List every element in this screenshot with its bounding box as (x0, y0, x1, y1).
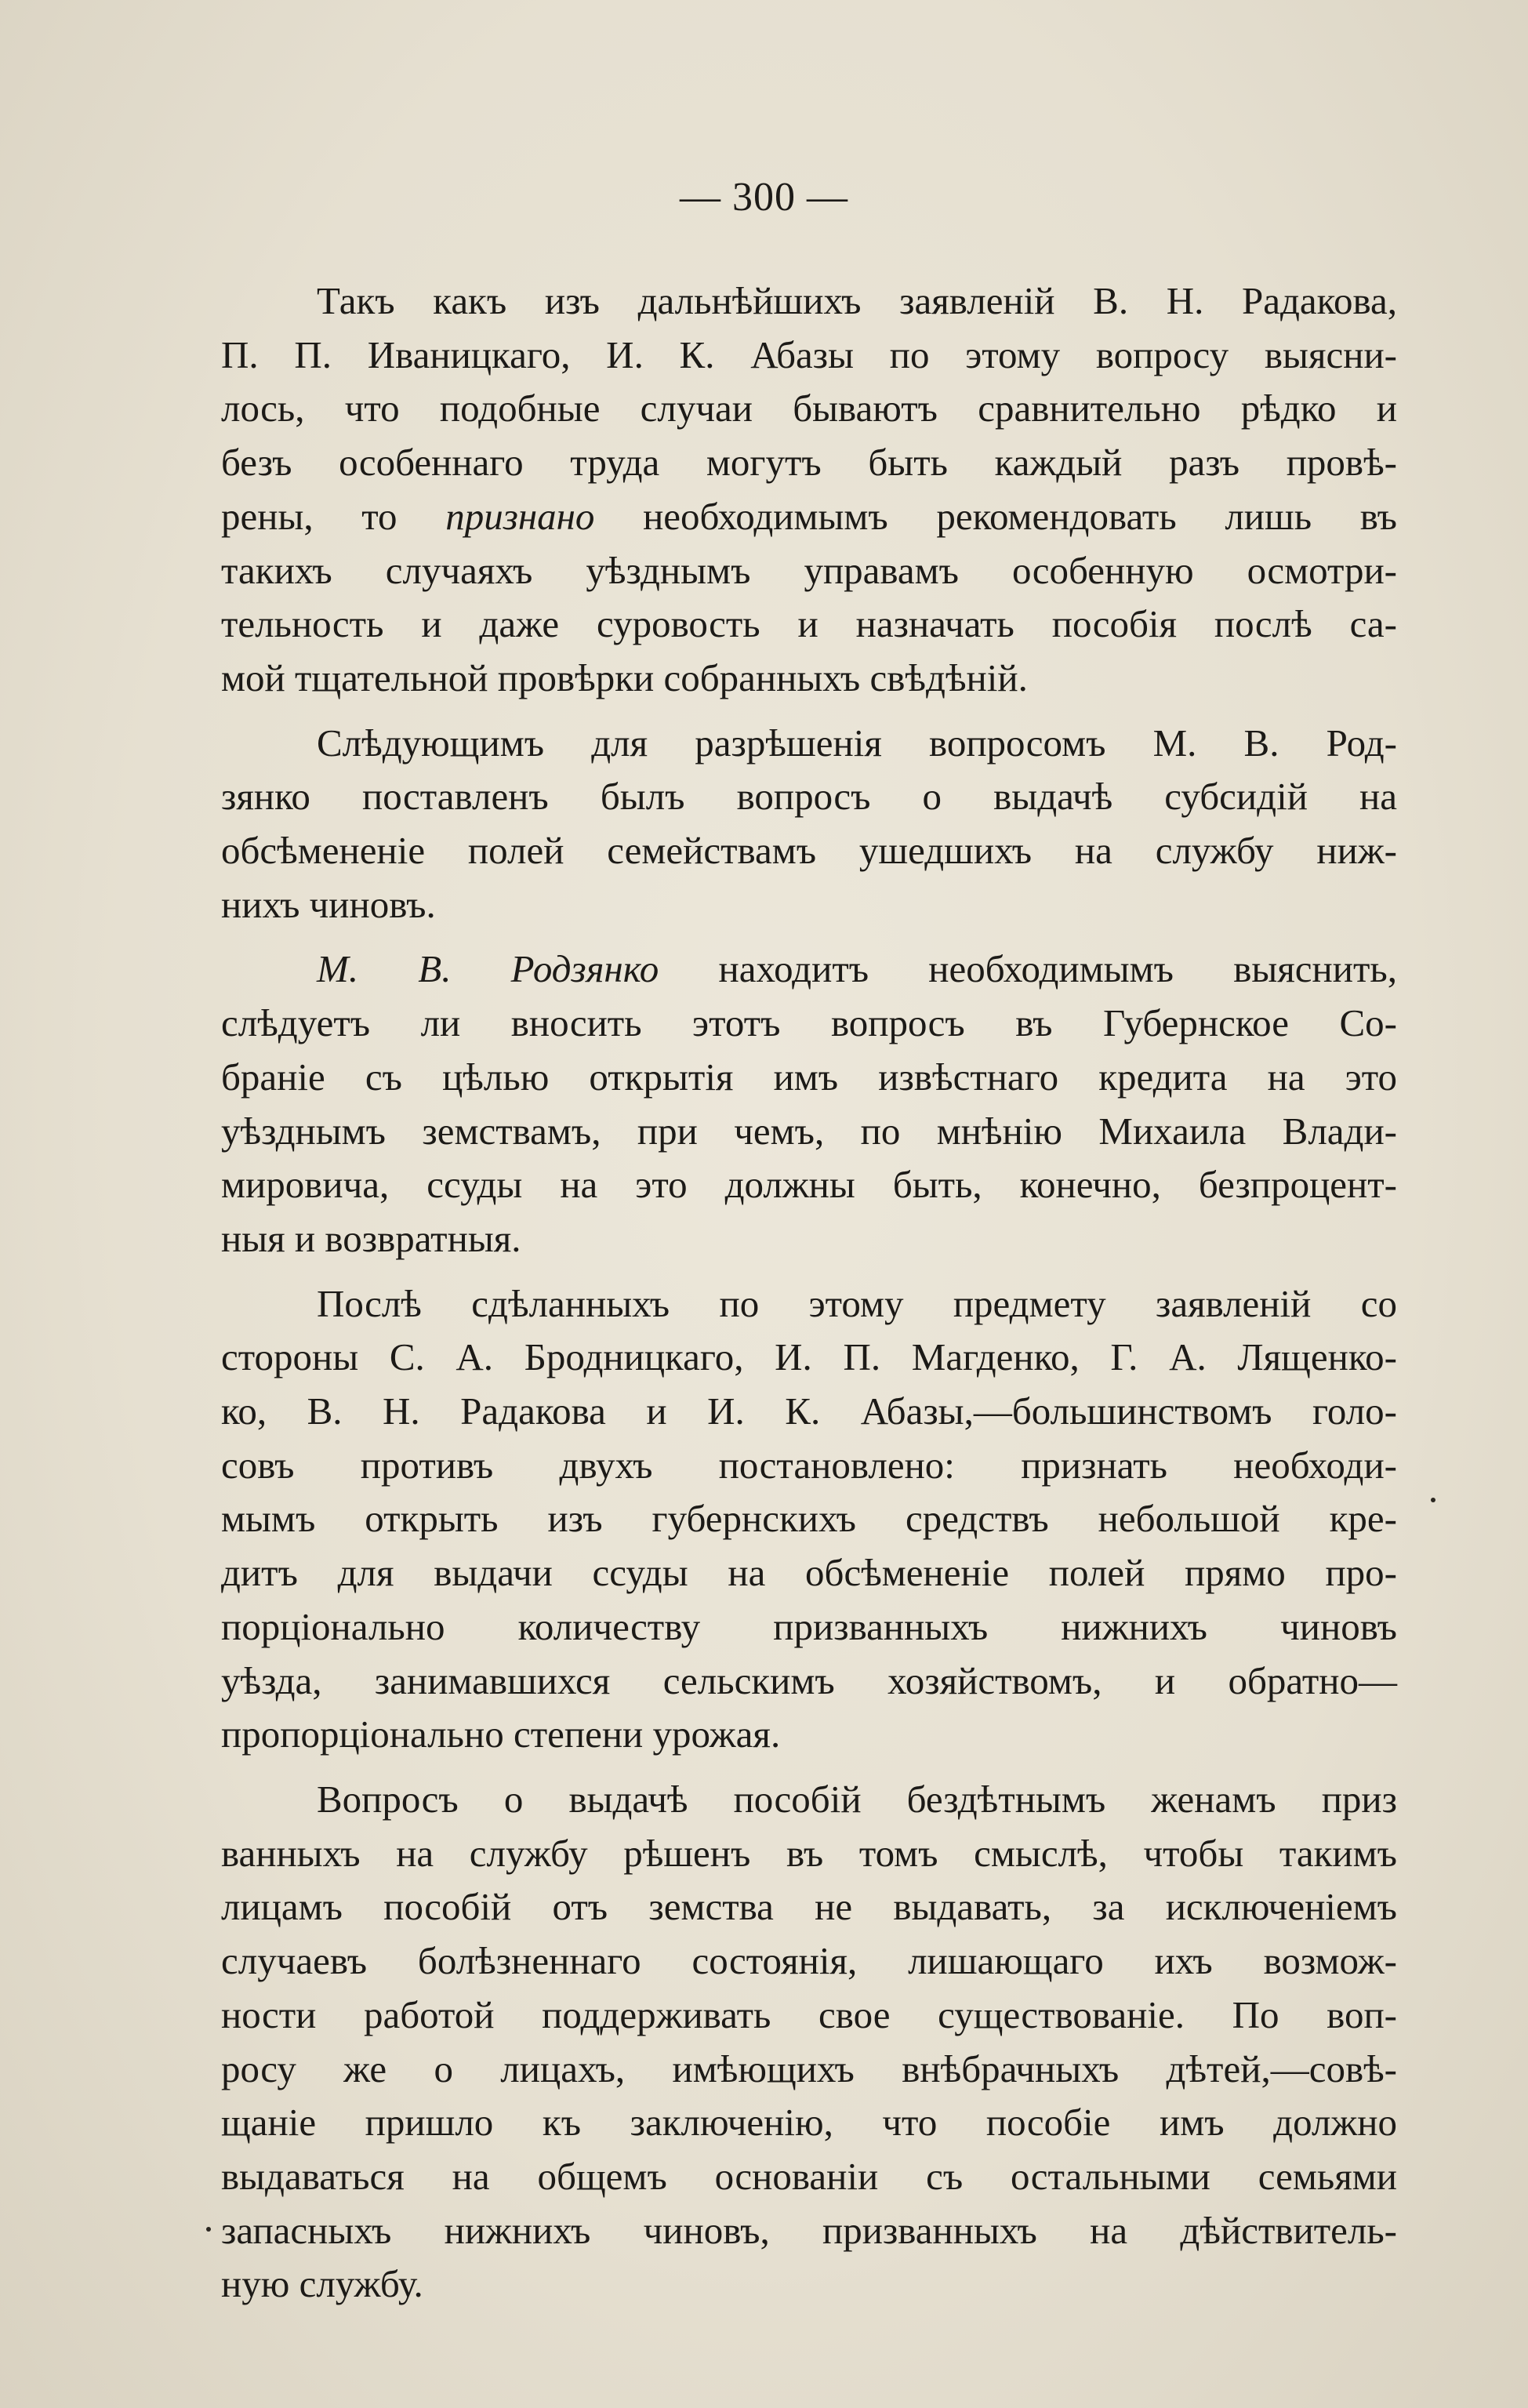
text-line: щаніе пришло къ заключенію, что пособіе имъ должно (221, 2101, 1397, 2145)
text-line: ности работой поддерживать свое существованіе. По воп- (221, 1992, 1397, 2036)
text-line: нихъ чиновъ. (221, 882, 436, 926)
text-line: мировича, ссуды на это должны быть, конечно, безпроцент- (221, 1163, 1397, 1207)
text-line: лось, что подобные случаи бываютъ сравнительно рѣдко и (221, 387, 1397, 430)
text-line: Вопросъ о выдачѣ пособій бездѣтнымъ женамъ приз (317, 1777, 1397, 1821)
text-line: уѣзда, занимавшихся сельскимъ хозяйствомъ, и обратно— (221, 1658, 1397, 1702)
text-line: уѣзднымъ земствамъ, при чемъ, по мнѣнію Михаила Влади- (221, 1109, 1397, 1153)
paragraph (221, 274, 1397, 706)
text-line: браніе съ цѣлью открытія имъ извѣстнаго кредита на это (221, 1055, 1397, 1099)
text-line: такихъ случаяхъ уѣзднымъ управамъ особенную осмотри- (221, 548, 1397, 592)
text-line: росу же о лицахъ, имѣющихъ внѣбрачныхъ дѣтей,—совѣ- (221, 2047, 1397, 2090)
text-fragment: находитъ необходимымъ выяснить, (659, 947, 1397, 991)
text-line: лицамъ пособій отъ земства не выдавать, за исключеніемъ (221, 1885, 1397, 1929)
body-text (221, 274, 1397, 2312)
text-fragment: необходимымъ рекомендовать лишь въ (594, 494, 1397, 538)
text-line: зянко поставленъ былъ вопросъ о выдачѣ субсидій на (221, 775, 1397, 819)
text-line: выдаваться на общемъ основаніи съ остальными семьями (221, 2154, 1397, 2198)
text-line: тельность и даже суровость и назначать пособія послѣ са- (221, 602, 1397, 646)
text-fragment: рены, то (221, 494, 446, 538)
paragraph (221, 717, 1397, 932)
text-line: дитъ для выдачи ссуды на обсѣмененіе полей прямо про- (221, 1551, 1397, 1595)
text-line: порціонально количеству призванныхъ нижнихъ чиновъ (221, 1604, 1397, 1648)
text-line: совъ противъ двухъ постановлено: признать необходи- (221, 1443, 1397, 1487)
paragraph (221, 1277, 1397, 1762)
italic-term: признано (445, 494, 595, 538)
text-line: ныя и возвратныя. (221, 1216, 521, 1260)
italic-name: М. В. Родзянко (317, 947, 659, 991)
text-line: мой тщательной провѣрки собранныхъ свѣдѣній. (221, 656, 1028, 699)
text-line: Слѣдующимъ для разрѣшенія вопросомъ М. В. Род- (317, 721, 1397, 765)
text-line: обсѣмененіе полей семействамъ ушедшихъ на службу ниж- (221, 829, 1397, 873)
text-line (221, 490, 1397, 544)
text-line: ванныхъ на службу рѣшенъ въ томъ смыслѣ, чтобы такимъ (221, 1831, 1397, 1875)
text-line: ную службу. (221, 2262, 423, 2306)
text-line: мымъ открыть изъ губернскихъ средствъ небольшой кре- (221, 1497, 1397, 1541)
text-line: стороны С. А. Бродницкаго, И. П. Магденко, Г. А. Лященко- (221, 1335, 1397, 1379)
text-line: ко, В. Н. Радакова и И. К. Абазы,—большинствомъ голо- (221, 1389, 1397, 1433)
paragraph (221, 942, 1397, 1266)
ink-speck (1431, 1498, 1435, 1502)
text-line: Послѣ сдѣланныхъ по этому предмету заявленій со (317, 1281, 1397, 1325)
text-line: запасныхъ нижнихъ чиновъ, призванныхъ на дѣйствитель- (221, 2208, 1397, 2252)
paragraph (221, 1773, 1397, 2312)
page-number: — 300 — (680, 175, 848, 220)
text-line: пропорціонально степени урожая. (221, 1712, 781, 1756)
text-line (221, 942, 1397, 997)
text-line: случаевъ болѣзненнаго состоянія, лишающаго ихъ возмож- (221, 1939, 1397, 1983)
text-line: слѣдуетъ ли вносить этотъ вопросъ въ Губернское Со- (221, 1001, 1397, 1045)
text-line: Такъ какъ изъ дальнѣйшихъ заявленій В. Н. Радакова, (317, 279, 1397, 322)
text-line: безъ особеннаго труда могутъ быть каждый разъ провѣ- (221, 441, 1397, 485)
text-line: П. П. Иваницкаго, И. К. Абазы по этому вопросу выясни- (221, 332, 1397, 376)
ink-speck (206, 2227, 211, 2232)
